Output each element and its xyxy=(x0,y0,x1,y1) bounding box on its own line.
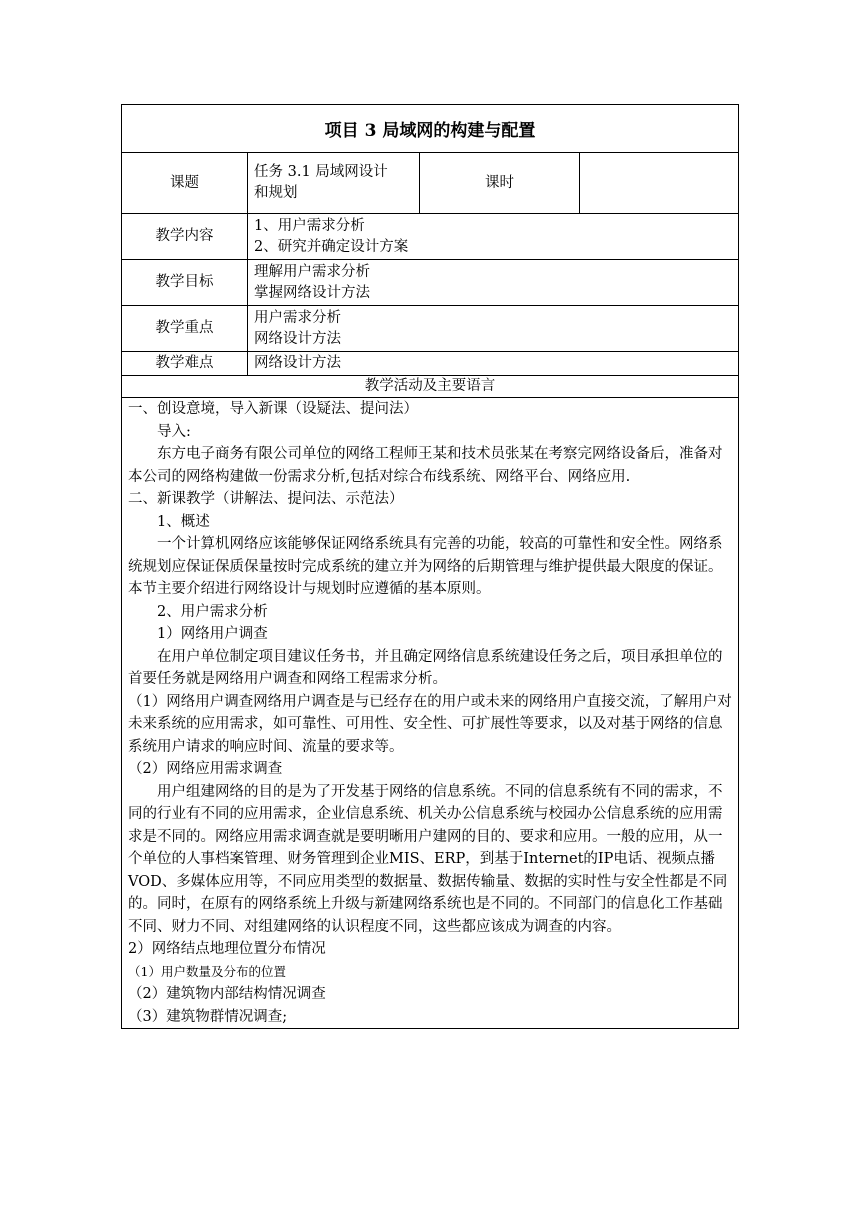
lesson-plan-table xyxy=(121,104,739,1029)
hours-label: 课时 xyxy=(420,153,580,213)
difficulty-value xyxy=(248,352,739,375)
goal-row xyxy=(122,260,739,306)
body-paragraph: （1）网络用户调查网络用户调查是与已经存在的用户或未来的网络用户直接交流，了解用户对未来系统的应用需求，如可靠性、可用性、安全性、可扩展性等要求，以及对基于网络的信息系统用户请求的响应时间、流量的要求等。 xyxy=(128,693,732,755)
key-row xyxy=(122,306,739,352)
topic-label: 课题 xyxy=(122,153,248,213)
body-paragraph: 2）网络结点地理位置分布情况 xyxy=(128,941,326,957)
body-paragraph: 1）网络用户调查 xyxy=(157,626,268,642)
goal-line: 掌握网络设计方法 xyxy=(254,285,370,301)
body-paragraph: （1）用户数量及分布的位置 xyxy=(128,963,286,979)
body-paragraph: （3）建筑物群情况调查; xyxy=(128,1008,288,1025)
key-line: 用户需求分析 xyxy=(254,310,341,326)
project-title: 项目 3 局域网的构建与配置 xyxy=(122,105,739,152)
topic-task xyxy=(248,153,420,213)
key-line: 网络设计方法 xyxy=(254,331,341,347)
hours-value xyxy=(580,153,739,213)
body-paragraph: 1、概述 xyxy=(157,513,210,530)
key-value xyxy=(248,306,739,351)
body-paragraph: 用户组建网络的目的是为了开发基于网络的信息系统。不同的信息系统有不同的需求，不同的行业有不同的应用需求，企业信息系统、机关办公信息系统与校园办公信息系统的应用需求是不同的。网络应用需求调查就是要明晰用户建网的目的、要求和应用。一般的应用，从一个单位的人事档案管理、财务管理到企业MIS、ERP，到基于Internet的IP电话、视频点播VOD、多媒体应用等，不同应用类型的数据量、数据传输量、数据的实时性与安全性都是不同的。同时，在原有的网络系统上升级与新建网络系统也是不同的。不同部门的信息化工作基础 不同、财力不同、对组建网络的认识程度不同，这些都应该成为调查的内容。 xyxy=(128,783,728,935)
activity-body xyxy=(122,398,739,1028)
body-paragraph: 二、新课教学（讲解法、提问法、示范法） xyxy=(128,491,404,507)
content-row xyxy=(122,214,739,260)
title-row xyxy=(122,105,739,153)
content-line: 1、用户需求分析 xyxy=(254,218,365,234)
topic-task-line: 和规划 xyxy=(254,185,298,201)
goal-label: 教学目标 xyxy=(122,260,248,305)
activity-header: 教学活动及主要语言 xyxy=(122,376,739,397)
difficulty-row xyxy=(122,352,739,376)
activity-body-row xyxy=(122,398,739,1029)
goal-value xyxy=(248,260,739,305)
content-value xyxy=(248,214,739,259)
topic-task-line: 任务 3.1 局域网设计 xyxy=(254,164,388,180)
difficulty-label: 教学难点 xyxy=(122,352,248,375)
goal-line: 理解用户需求分析 xyxy=(254,264,370,280)
content-label: 教学内容 xyxy=(122,214,248,259)
body-paragraph: 东方电子商务有限公司单位的网络工程师王某和技术员张某在考察完网络设备后，准备对本公司的网络构建做一份需求分析,包括对综合布线系统、网络平台、网络应用. xyxy=(128,446,723,485)
content-line: 2、研究并确定设计方案 xyxy=(254,239,409,255)
activity-header-row xyxy=(122,376,739,398)
body-paragraph: （2）建筑物内部结构情况调查 xyxy=(128,986,326,1002)
body-paragraph: 一、创设意境，导入新课（设疑法、提问法） xyxy=(128,401,418,417)
body-paragraph: （2）网络应用需求调查 xyxy=(128,761,283,777)
key-label: 教学重点 xyxy=(122,306,248,351)
body-paragraph: 2、用户需求分析 xyxy=(157,603,268,620)
difficulty-line: 网络设计方法 xyxy=(254,355,341,371)
topic-row xyxy=(122,153,739,214)
body-paragraph: 在用户单位制定项目建议任务书，并且确定网络信息系统建设任务之后，项目承担单位的首要任务就是网络用户调查和网络工程需求分析。 xyxy=(128,648,723,687)
body-paragraph: 导入: xyxy=(157,423,191,440)
body-paragraph: 一个计算机网络应该能够保证网络系统具有完善的功能，较高的可靠性和安全性。网络系统规划应保证保质保量按时完成系统的建立并为网络的后期管理与维护提供最大限度的保证。本节主要介绍进行网络设计与规划时应遵循的基本原则。 xyxy=(128,536,723,597)
